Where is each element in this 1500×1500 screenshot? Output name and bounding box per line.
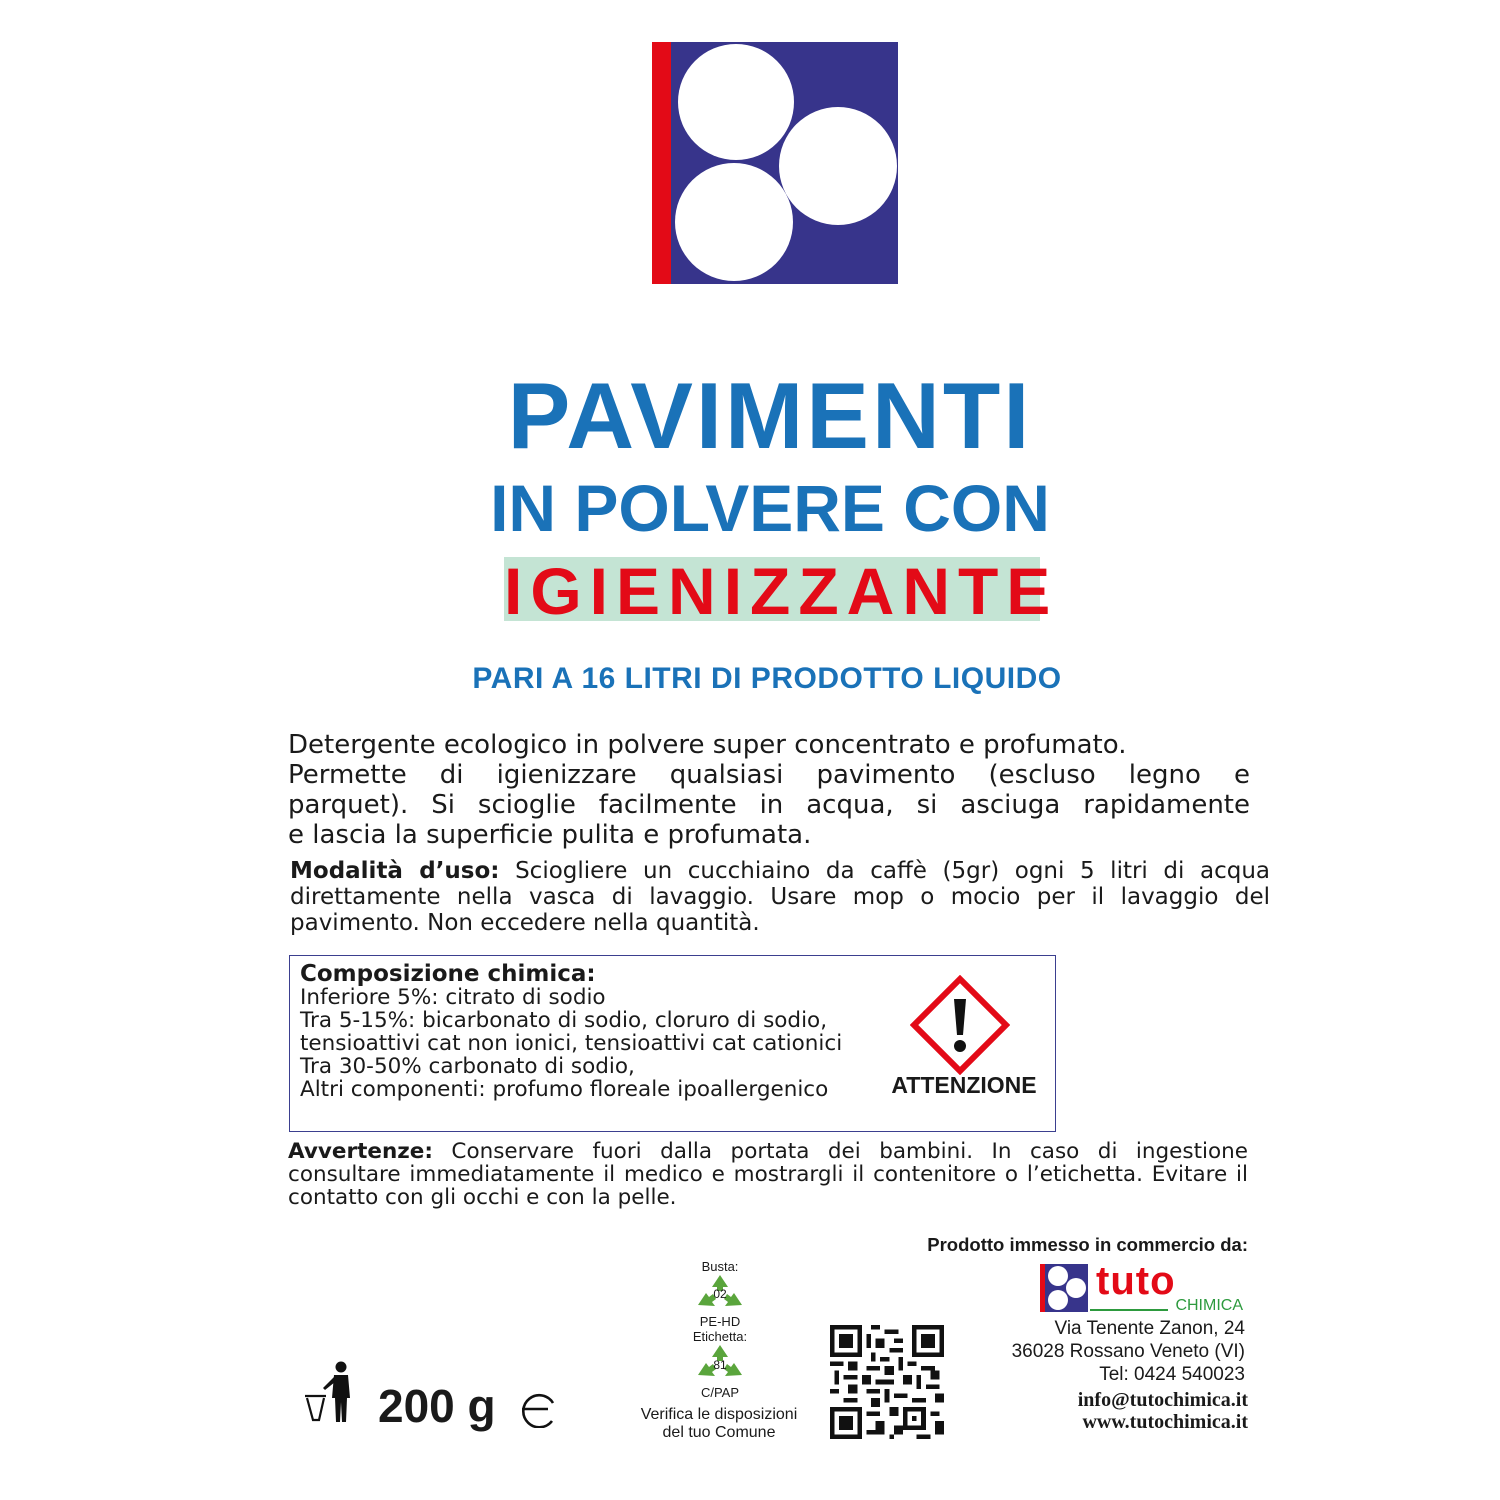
product-title: PAVIMENTI [507, 363, 1033, 468]
distributor-email[interactable]: info@tutochimica.it [1077, 1389, 1248, 1411]
composition-text [300, 963, 900, 1101]
address-city: 36028 Rossano Veneto (VI) [1011, 1341, 1245, 1362]
net-weight: 200 g [378, 1380, 496, 1432]
warnings [288, 1140, 1248, 1209]
recycling-note-line: Verifica le disposizioni [640, 1406, 798, 1423]
description-line: Detergente ecologico in polvere super concentrato e profumato. [288, 730, 1127, 760]
composition-line: Inferiore 5%: citrato di sodio [300, 985, 606, 1010]
warnings-text: Conservare fuori dalla portata dei bambini. In caso di ingestione consultare immediatamente il medico e mostrargli il contenitore o l’etichetta. Evitare il contatto con gli occhi e con la pelle. [288, 1139, 1248, 1210]
recycle-number: 02 [713, 1287, 727, 1301]
warnings-label: Avvertenze: [288, 1139, 433, 1164]
recycling-material: PE-HD [699, 1314, 741, 1329]
recycling-material: C/PAP [700, 1385, 740, 1400]
address-phone: Tel: 0424 540023 [1099, 1364, 1245, 1385]
product-description [288, 730, 1250, 850]
distributor-website[interactable]: www.tutochimica.it [1082, 1411, 1248, 1433]
description-line: e lascia la superficie pulita e profumata. [288, 820, 812, 850]
composition-line: Altri componenti: profumo floreale ipoallergenico [300, 1077, 829, 1102]
description-line: Permette di igienizzare qualsiasi pavimento (escluso legno e [288, 760, 1250, 790]
usage-instructions [290, 858, 1270, 936]
usage-label: Modalità d’uso: [290, 858, 500, 884]
product-highlight: IGIENIZZANTE [504, 554, 1059, 628]
composition-line: Tra 30-50% carbonato di sodio, [300, 1054, 635, 1079]
address-street: Via Tenente Zanon, 24 [1054, 1318, 1245, 1339]
ghs-exclamation-icon [910, 975, 1010, 1075]
distributor-heading: Prodotto immesso in commercio da: [927, 1234, 1248, 1255]
hazard-label: ATTENZIONE [891, 1072, 1037, 1098]
estimated-sign-icon [518, 1390, 556, 1428]
tuto-logo-text: tuto [1096, 1262, 1176, 1303]
composition-title: Composizione chimica: [300, 961, 596, 987]
waste-bin-person-icon [305, 1360, 355, 1424]
product-tagline: PARI A 16 LITRI DI PRODOTTO LIQUIDO [472, 662, 1062, 695]
recycling-note [624, 1406, 814, 1442]
brand-logo-icon [652, 42, 898, 284]
tuto-logo-subtext: CHIMICA [1175, 1297, 1243, 1314]
product-subtitle: IN POLVERE CON [490, 471, 1050, 545]
recycle-number: 81 [713, 1358, 727, 1372]
recycling-note-line: del tuo Comune [662, 1424, 776, 1441]
recycling-label: Busta: [701, 1259, 739, 1274]
composition-line: tensioattivi cat non ionici, tensioattivi cat cationici [300, 1031, 843, 1056]
usage-text: Sciogliere un cucchiaino da caffè (5gr) ogni 5 litri di acqua direttamente nella vasca di lavaggio. Usare mop o mocio per il lavaggio del pavimento. Non eccedere nella quantità. [290, 858, 1270, 936]
qr-code-icon[interactable] [830, 1325, 944, 1439]
description-line: parquet). Si scioglie facilmente in acqua, si asciuga rapidamente [288, 790, 1250, 820]
tuto-chimica-logo-icon [1040, 1262, 1245, 1314]
recycling-label: Etichetta: [692, 1329, 748, 1344]
composition-line: Tra 5-15%: bicarbonato di sodio, cloruro di sodio, [300, 1008, 828, 1033]
